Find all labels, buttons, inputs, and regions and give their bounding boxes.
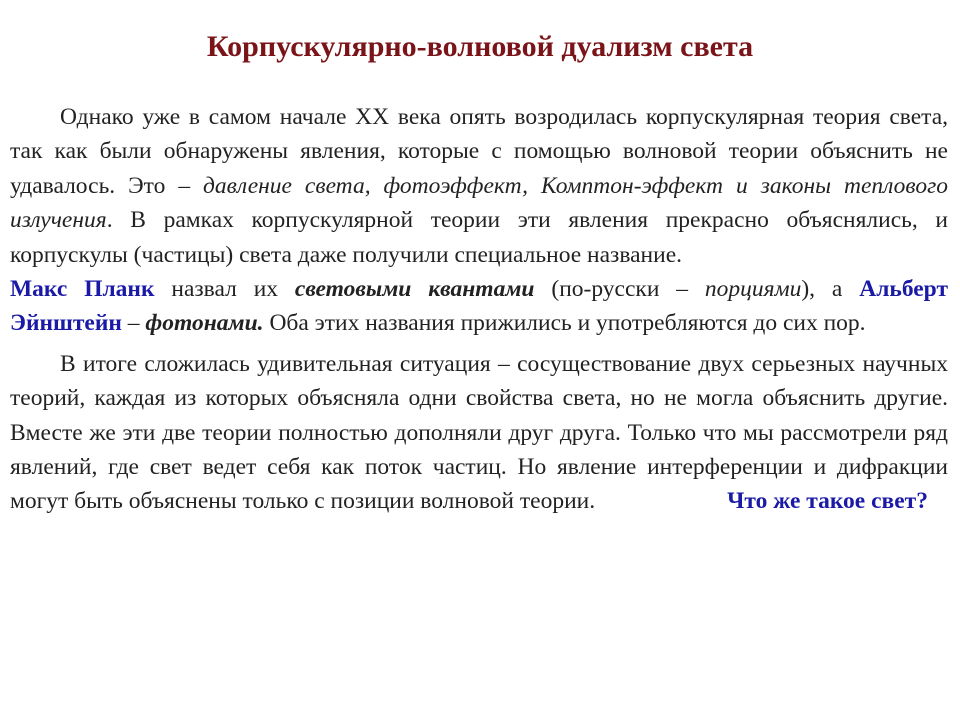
portions-term: порциями <box>704 276 802 303</box>
p1-text-6: ), а <box>801 276 860 303</box>
p1-text-4: назвал их <box>154 276 295 303</box>
p1-text-7: – <box>121 310 146 337</box>
closing-question: Что же такое свет? <box>727 488 928 515</box>
slide-body <box>10 100 948 519</box>
p1-phenomena-list: давление света, фотоэффект, Комптон-эффект и законы теплового излучения <box>10 172 948 234</box>
p1-sentence-2: . В рамках корпускулярной теории эти явления прекрасно объяснялись, и корпускулы (частицы) света даже получили специальное название. <box>10 207 948 268</box>
photons-term: фотонами. <box>145 310 264 337</box>
p2-text: В итоге сложилась удивительная ситуация – сосуществование двух серьезных научных теорий, каждая из которых объясняла одни свойства света, но не могла объяснить другие. Вместе же эти две теории полностью дополняли друг друга. Только что мы рассмотрели ряд явлений, где свет ведет себя как поток частиц. Но явление интерференции и дифракции могут быть объяснены только с позиции волновой теории. <box>10 350 948 515</box>
p1-text-5: (по-русски – <box>534 276 705 303</box>
light-quanta-term: световыми квантами <box>294 276 535 303</box>
paragraph-1 <box>10 100 948 341</box>
planck-name: Макс Планк <box>10 276 155 303</box>
einstein-name: Альберт Эйнштейн <box>10 276 948 337</box>
paragraph-2 <box>10 347 948 519</box>
slide-title: Корпускулярно-волновой дуализм света <box>206 30 754 63</box>
p1-text-8: Оба этих названия прижились и употребляются до сих пор. <box>263 310 866 337</box>
p1-sentence-1: Однако уже в самом начале XX века опять возродилась корпускулярная теория света, так как были обнаружены явления, которые с помощью волновой теории объяснить не удавалось. Это – <box>10 104 948 199</box>
